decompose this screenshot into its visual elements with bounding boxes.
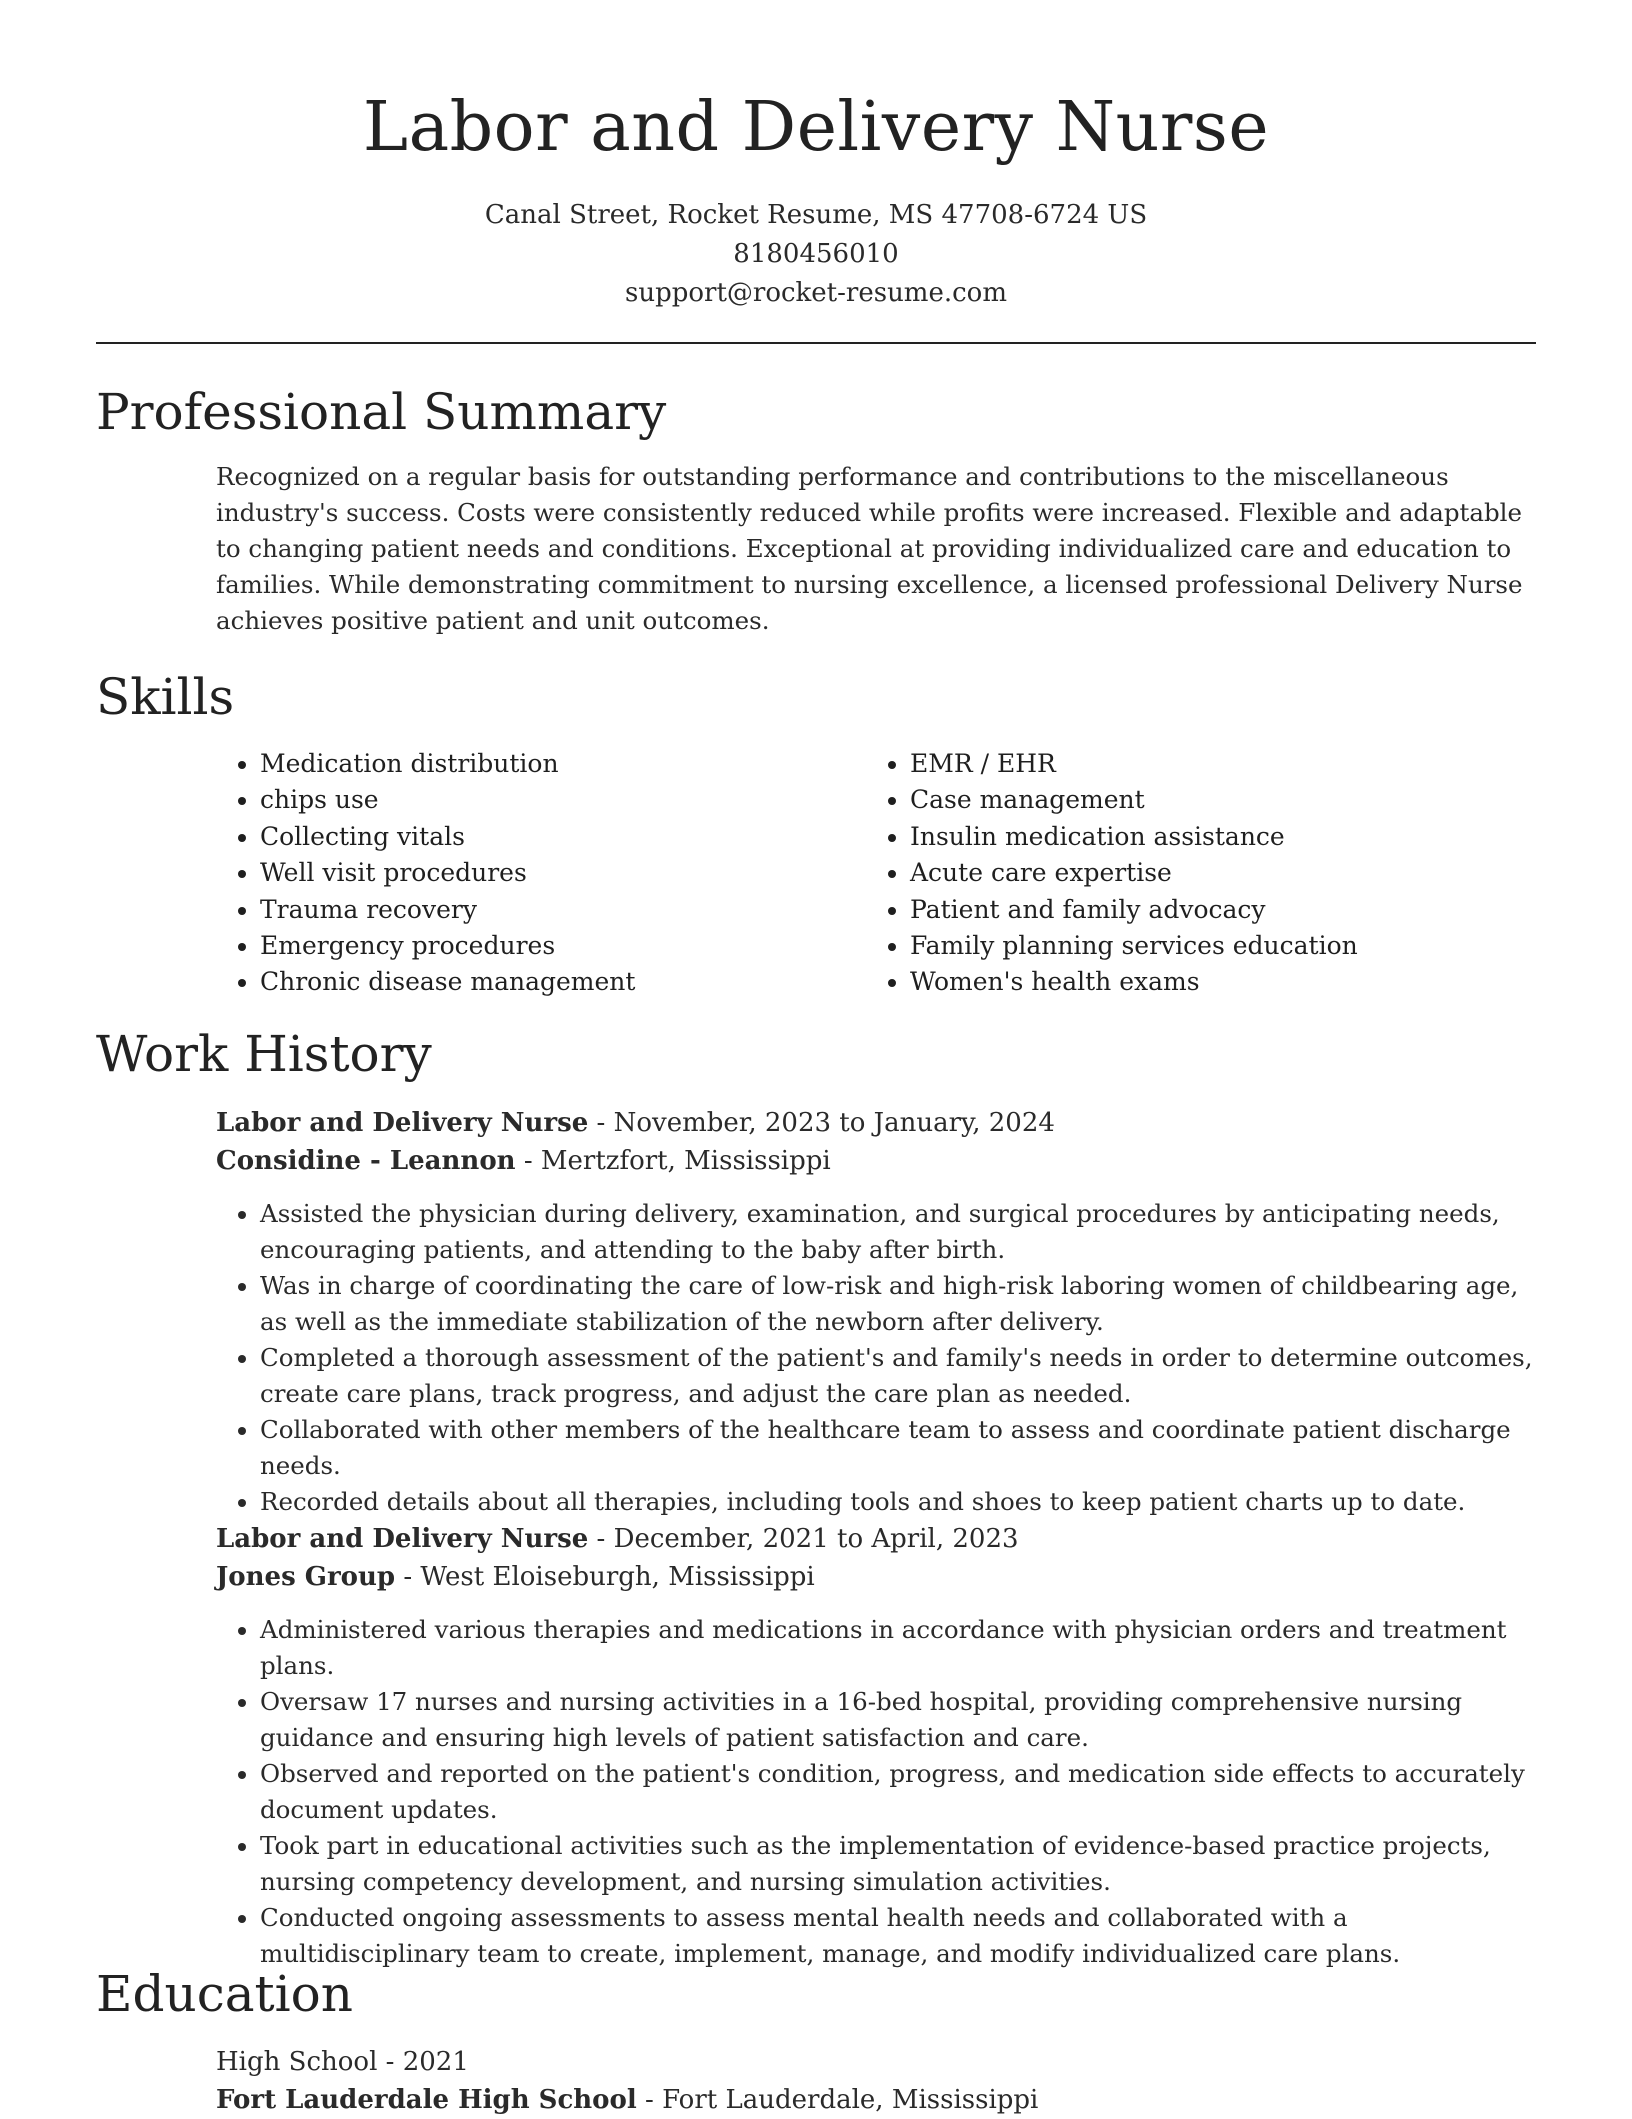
job-company-line bbox=[216, 1142, 1538, 1180]
job-location: - West Eloiseburgh, Mississippi bbox=[395, 1562, 815, 1592]
education-degree: High School bbox=[216, 2047, 378, 2077]
summary-text: Recognized on a regular basis for outstanding performance and contributions to the miscellaneous industry's success. Costs were consistently reduced while profits were increased. Flexible and adaptable to changing patient needs and conditions. Exceptional at providing individualized care and education to families. While demonstrating commitment to nursing excellence, a licensed professional Delivery Nurse achieves positive patient and unit outcomes. bbox=[216, 462, 1523, 635]
job-bullet: • Collaborated with other members of the healthcare team to assess and coordinate patient discharge needs. bbox=[260, 1412, 1538, 1484]
skill-item: • Chronic disease management bbox=[260, 964, 635, 1000]
job-bullet: • Took part in educational activities such as the implementation of evidence-based practice projects, nursing competency development, and nursing simulation activities. bbox=[260, 1828, 1538, 1900]
job-company-line bbox=[216, 1558, 1538, 1596]
job-bullet: • Conducted ongoing assessments to assess mental health needs and collaborated with a multidisciplinary team to create, implement, manage, and modify individualized care plans. bbox=[260, 1900, 1538, 1972]
education-location: - Fort Lauderdale, Mississippi bbox=[636, 2085, 1039, 2115]
skill-item: • Well visit procedures bbox=[260, 855, 635, 891]
job-company: Jones Group bbox=[216, 1562, 396, 1592]
education-school: Fort Lauderdale High School bbox=[216, 2085, 637, 2115]
job-entry bbox=[216, 1520, 1538, 1972]
job-bullets bbox=[216, 1612, 1538, 1972]
education-entry bbox=[216, 2043, 1538, 2119]
skill-item: • Patient and family advocacy bbox=[910, 892, 1358, 928]
job-bullet: • Oversaw 17 nurses and nursing activities in a 16-bed hospital, providing comprehensive nursing guidance and ensuring high levels of patient satisfaction and care. bbox=[260, 1684, 1538, 1756]
skill-item: • Insulin medication assistance bbox=[910, 819, 1358, 855]
contact-phone: 8180456010 bbox=[733, 239, 899, 269]
summary-heading: Professional Summary bbox=[96, 383, 667, 441]
contact-info bbox=[0, 196, 1632, 313]
work-history-heading: Work History bbox=[96, 1025, 432, 1083]
resume-header bbox=[0, 0, 1632, 313]
job-title-line bbox=[216, 1520, 1538, 1558]
skill-item: • Acute care expertise bbox=[910, 855, 1358, 891]
job-role: Labor and Delivery Nurse bbox=[216, 1108, 589, 1138]
skill-item: • chips use bbox=[260, 782, 635, 818]
candidate-name: Labor and Delivery Nurse bbox=[362, 88, 1270, 167]
skill-item: • Trauma recovery bbox=[260, 892, 635, 928]
skill-item: • Medication distribution bbox=[260, 746, 635, 782]
job-entry bbox=[216, 1104, 1538, 1520]
skills-column-left bbox=[216, 746, 635, 1001]
job-role: Labor and Delivery Nurse bbox=[216, 1524, 589, 1554]
contact-address: Canal Street, Rocket Resume, MS 47708-6724 US bbox=[484, 200, 1148, 230]
education-year: - 2021 bbox=[377, 2047, 469, 2077]
education-school-line bbox=[216, 2081, 1538, 2119]
skills-heading: Skills bbox=[96, 668, 235, 726]
skill-item: • EMR / EHR bbox=[910, 746, 1358, 782]
skill-item: • Family planning services education bbox=[910, 928, 1358, 964]
job-bullet: • Administered various therapies and medications in accordance with physician orders and treatment plans. bbox=[260, 1612, 1538, 1684]
job-bullet: • Observed and reported on the patient's condition, progress, and medication side effects to accurately document updates. bbox=[260, 1756, 1538, 1828]
skill-item: • Women's health exams bbox=[910, 964, 1358, 1000]
header-divider bbox=[96, 342, 1536, 344]
skills-column-right bbox=[866, 746, 1358, 1001]
job-dates: - December, 2021 to April, 2023 bbox=[588, 1524, 1019, 1554]
job-bullet: • Was in charge of coordinating the care of low-risk and high-risk laboring women of childbearing age, as well as the immediate stabilization of the newborn after delivery. bbox=[260, 1268, 1538, 1340]
education-degree-line bbox=[216, 2043, 1538, 2081]
job-bullet: • Assisted the physician during delivery, examination, and surgical procedures by anticipating needs, encouraging patients, and attending to the baby after birth. bbox=[260, 1196, 1538, 1268]
job-location: - Mertzfort, Mississippi bbox=[515, 1146, 831, 1176]
job-bullets bbox=[216, 1196, 1538, 1520]
skill-item: • Emergency procedures bbox=[260, 928, 635, 964]
skill-item: • Case management bbox=[910, 782, 1358, 818]
job-dates: - November, 2023 to January, 2024 bbox=[588, 1108, 1055, 1138]
job-company: Considine - Leannon bbox=[216, 1146, 516, 1176]
contact-email: support@rocket-resume.com bbox=[624, 278, 1007, 308]
job-bullet: • Completed a thorough assessment of the patient's and family's needs in order to determine outcomes, create care plans, track progress, and adjust the care plan as needed. bbox=[260, 1340, 1538, 1412]
job-title-line bbox=[216, 1104, 1538, 1142]
job-bullet: • Recorded details about all therapies, including tools and shoes to keep patient charts up to date. bbox=[260, 1484, 1538, 1520]
skill-item: • Collecting vitals bbox=[260, 819, 635, 855]
education-heading: Education bbox=[96, 1965, 353, 2023]
